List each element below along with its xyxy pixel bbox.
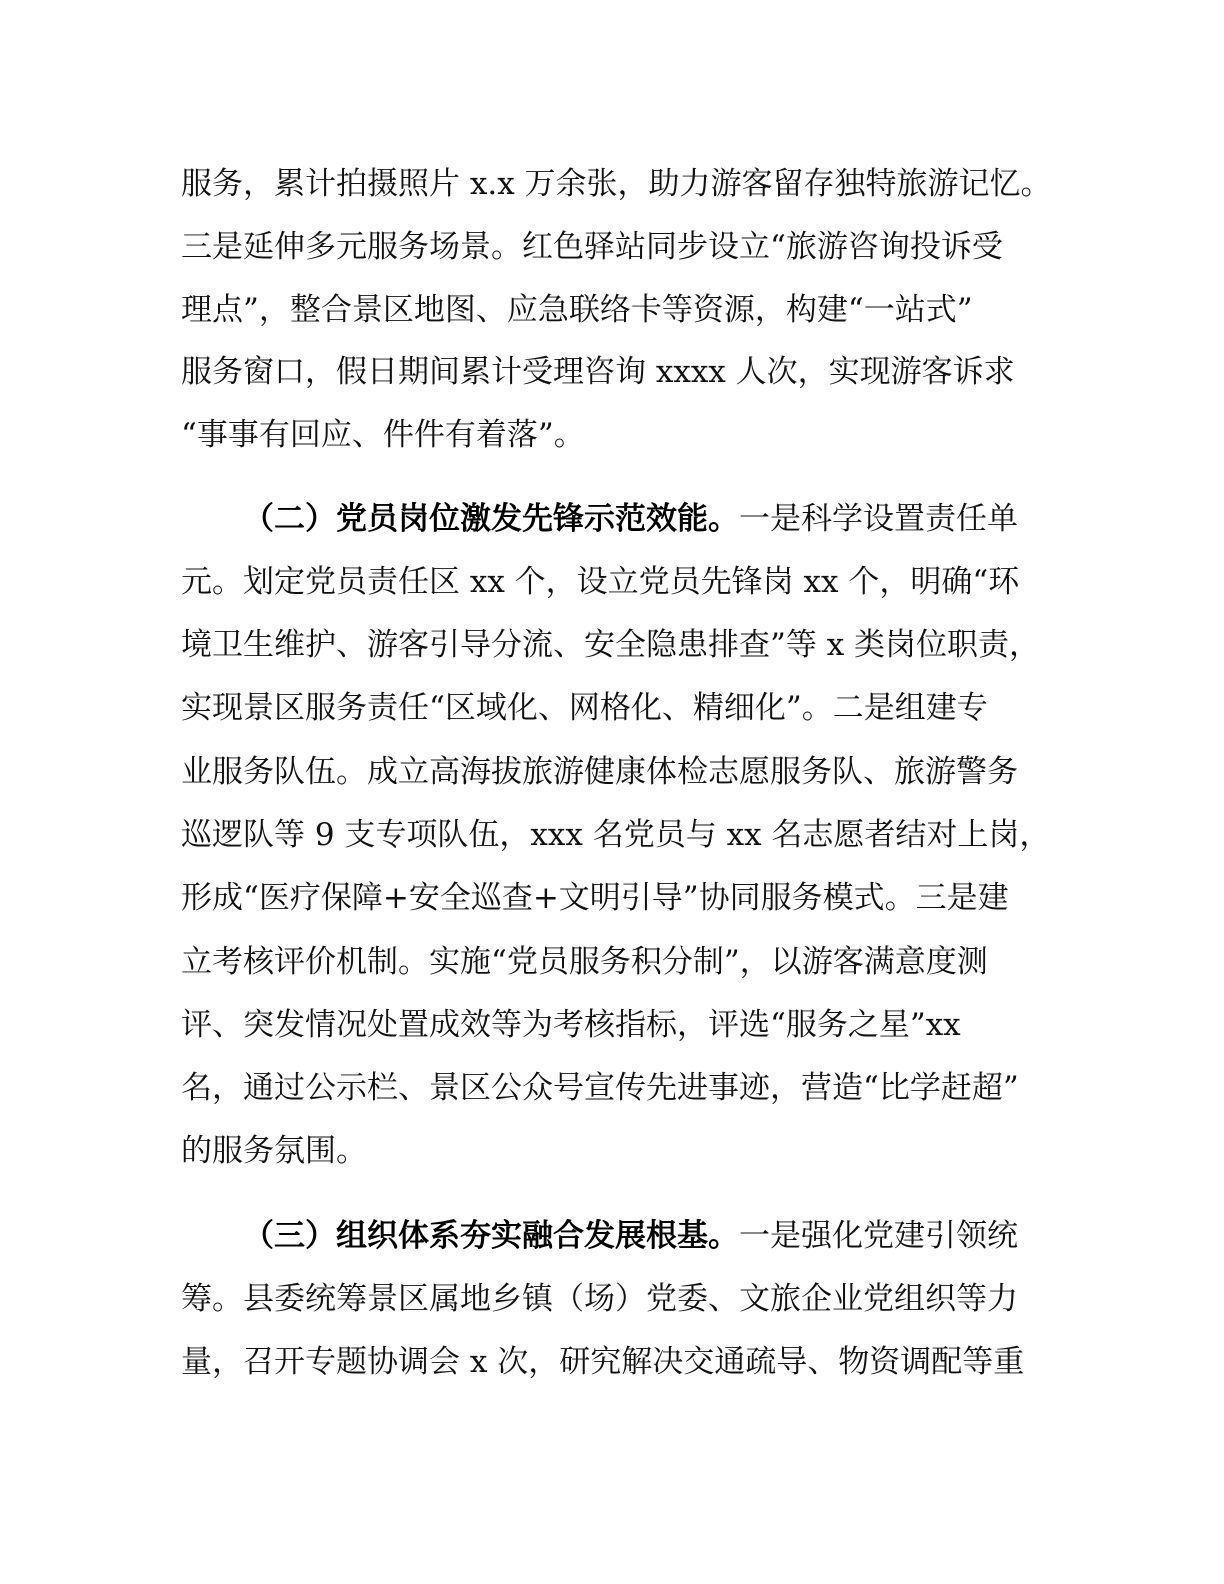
section-heading: （二）党员岗位激发先锋示范效能。 [243,501,739,537]
text-run: 一是强化党建引领统 [739,1218,1018,1254]
text-line: 实现景区服务责任“区域化、网格化、精细化”。二是组建专 [181,690,988,726]
text-line: 境卫生维护、游客引导分流、安全隐患排查”等 x 类岗位职责， [181,627,1041,663]
text-line: 元。划定党员责任区 xx 个，设立党员先锋岗 xx 个，明确“环 [181,564,1020,600]
text-line: 量，召开专题协调会 x 次，研究解决交通疏导、物资调配等重 [181,1344,1025,1380]
text-line: 三是延伸多元服务场景。红色驿站同步设立“旅游咨询投诉受 [181,229,1003,265]
text-line: 巡逻队等 9 支专项队伍，xxx 名党员与 xx 名志愿者结对上岗， [181,817,1051,853]
text-run: 一是科学设置责任单 [739,501,1018,537]
text-line: 筹。县委统筹景区属地乡镇（场）党委、文旅企业党组织等力 [181,1281,1018,1317]
text-line: 名，通过公示栏、景区公众号宣传先进事迹，营造“比学赶超” [181,1070,1019,1106]
text-line: 服务窗口，假日期间累计受理咨询 xxxx 人次，实现游客诉求 [181,354,1015,390]
text-line: 服务，累计拍摄照片 x.x 万余张，助力游客留存独特旅游记忆。 [181,166,1052,202]
text-line: “事事有回应、件件有着落”。 [181,417,585,453]
text-line: 立考核评价机制。实施“党员服务积分制”，以游客满意度测 [181,944,988,980]
section-heading: （三）组织体系夯实融合发展根基。 [243,1218,739,1254]
text-line: 评、突发情况处置成效等为考核指标，评选“服务之星”xx [181,1007,961,1043]
paragraph-first-line [243,1216,1018,1256]
text-line: 形成“医疗保障+安全巡查+文明引导”协同服务模式。三是建 [181,880,1009,916]
paragraph-first-line [243,499,1018,539]
text-line: 理点”，整合景区地图、应急联络卡等资源，构建“一站式” [181,292,973,328]
text-line: 的服务氛围。 [181,1133,367,1169]
text-line: 业服务队伍。成立高海拔旅游健康体检志愿服务队、旅游警务 [181,754,1018,790]
